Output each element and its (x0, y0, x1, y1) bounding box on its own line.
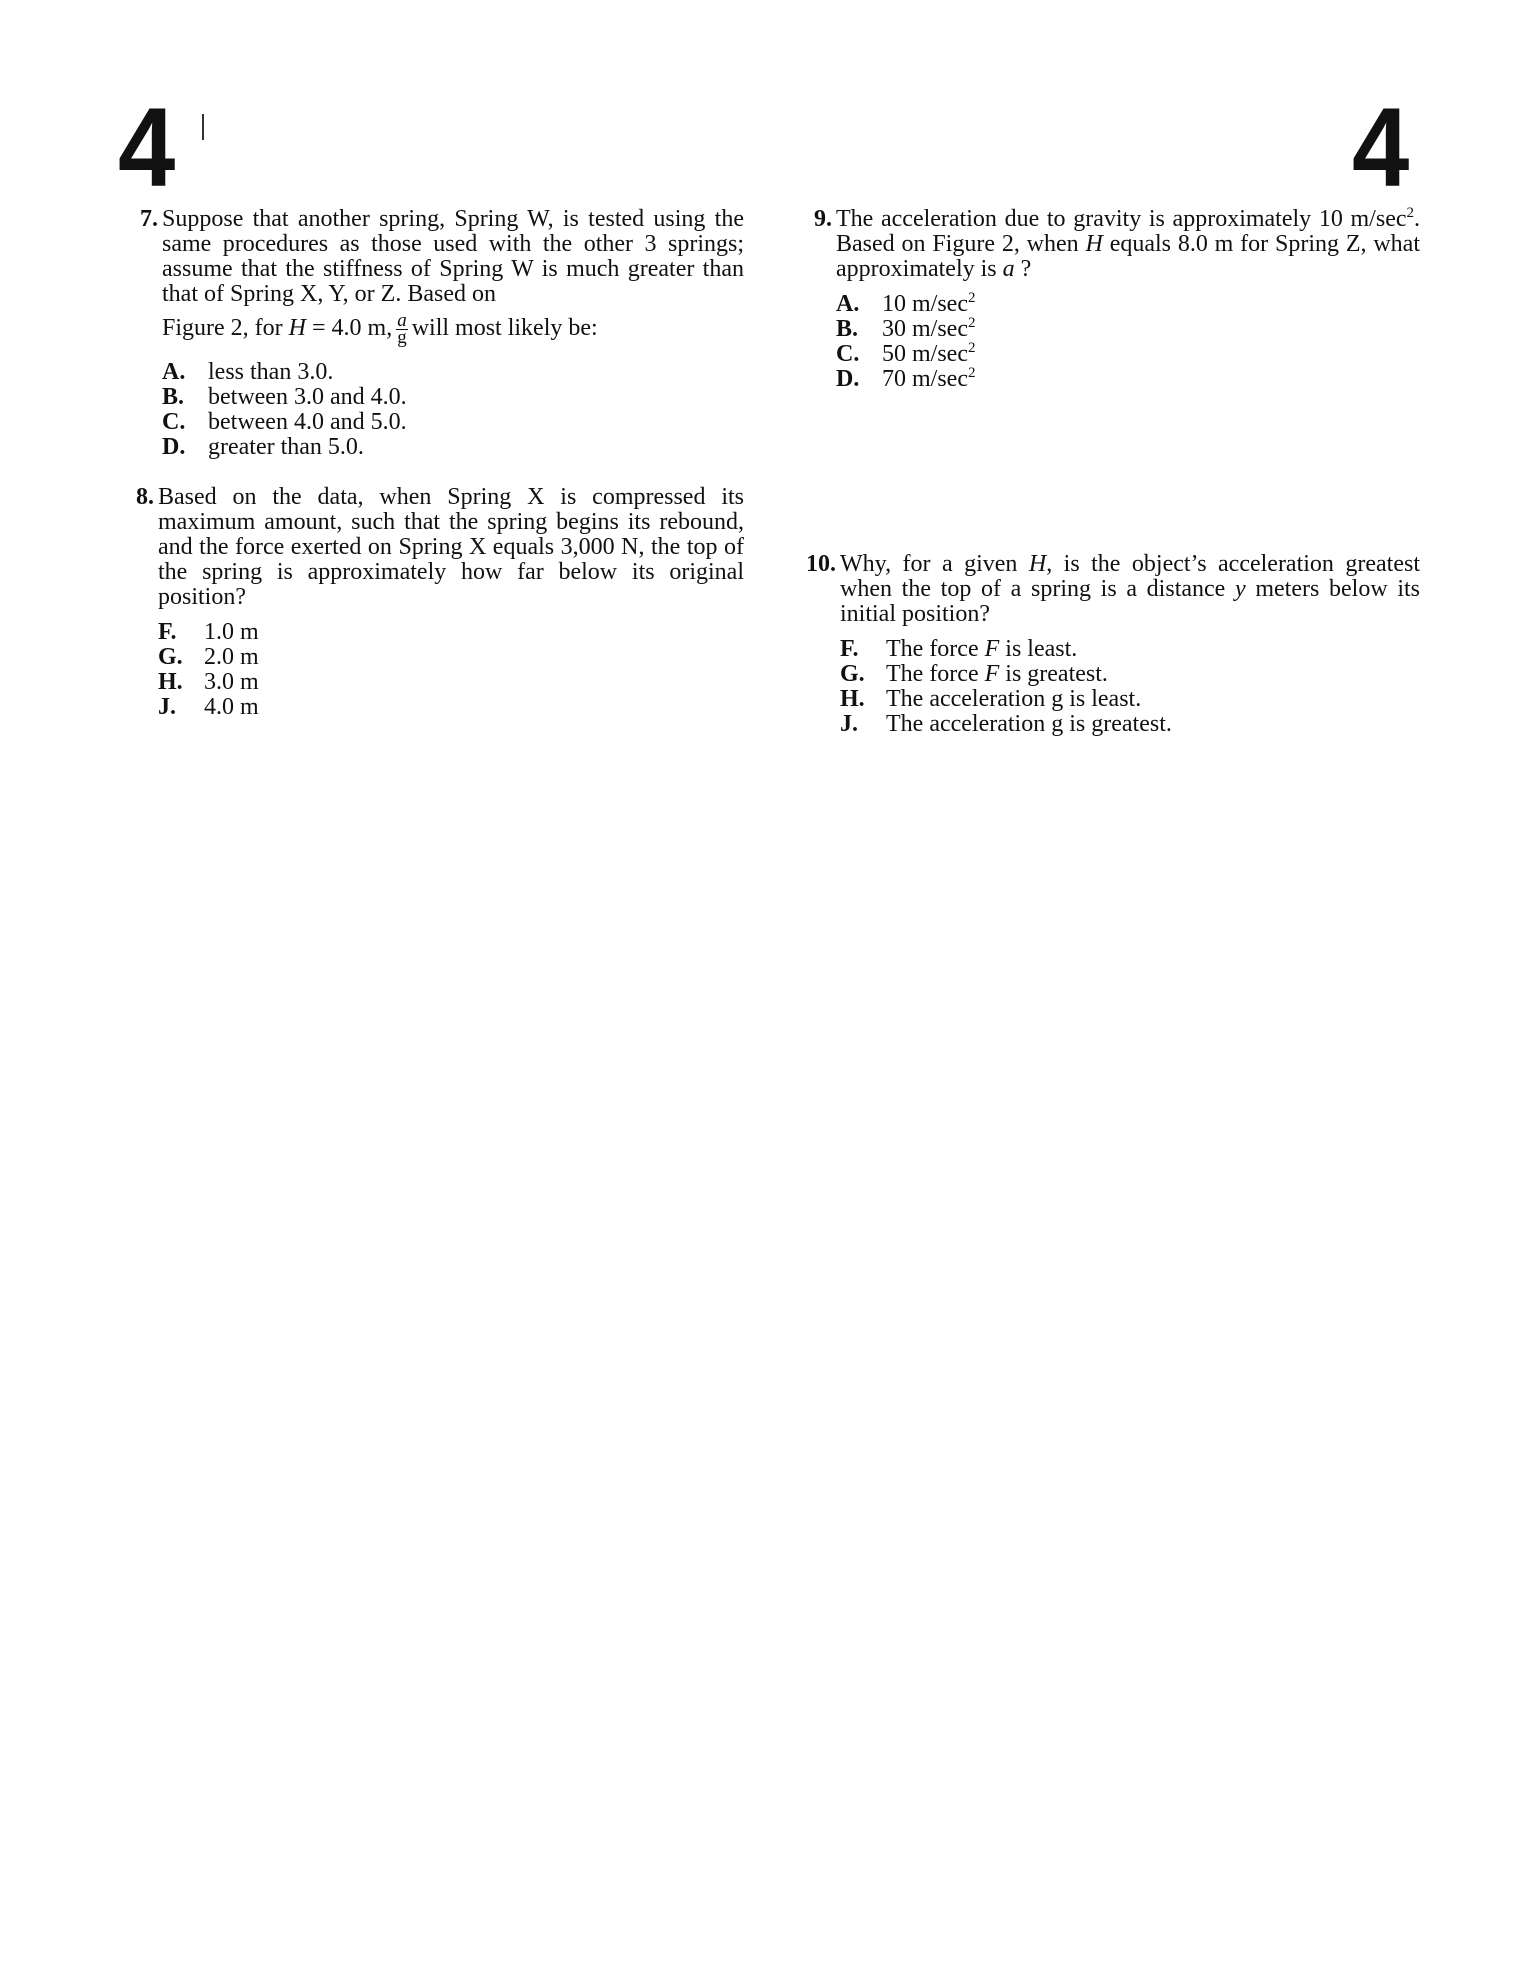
variable-h: H (1085, 231, 1103, 257)
option-text: 3.0 m (204, 669, 259, 695)
answer-option[interactable] (836, 317, 1420, 342)
answer-option[interactable] (836, 292, 1420, 317)
question-8 (120, 485, 744, 720)
option-text: 50 m/sec (882, 341, 968, 367)
option-text: is least. (1005, 636, 1078, 662)
option-letter: A. (162, 359, 186, 385)
question-10 (796, 552, 1420, 737)
question-stem (836, 207, 1420, 282)
question-9 (798, 207, 1420, 392)
option-text: less than 3.0. (208, 359, 334, 385)
answer-option[interactable] (840, 687, 1420, 712)
option-text: is greatest. (1005, 661, 1108, 687)
variable-a: a (1002, 256, 1015, 282)
answer-option[interactable] (162, 435, 744, 460)
answer-option[interactable] (162, 385, 744, 410)
option-letter: H. (840, 686, 865, 712)
question-stem (840, 552, 1420, 627)
question-7 (124, 207, 744, 460)
stem-text: . Based on Figure 2, when (836, 206, 1420, 257)
question-stem: Based on the data, when Spring X is compressed its maximum amount, such that the spring begins its rebound, and the force exerted on Spring X equals 3,000 N, the top of the spring is approximately how far below its original position? (158, 484, 744, 610)
question-stem (162, 207, 744, 346)
superscript: 2 (967, 340, 976, 356)
fraction-a-over-g (396, 310, 408, 348)
option-letter: A. (836, 291, 860, 317)
section-number-right: 4 (1352, 85, 1410, 210)
section-number-left: 4 (118, 85, 176, 210)
answer-option[interactable] (840, 662, 1420, 687)
option-letter: J. (158, 694, 176, 720)
option-letter: G. (158, 644, 183, 670)
option-letter: B. (162, 384, 185, 410)
option-text: greater than 5.0. (208, 434, 364, 460)
right-column (798, 207, 1420, 737)
superscript: 2 (1406, 205, 1414, 221)
stem-text: Why, for a given (840, 551, 1018, 577)
variable-y: y (1235, 576, 1246, 602)
superscript: 2 (967, 290, 976, 306)
answer-option[interactable] (836, 342, 1420, 367)
fraction-denominator: g (397, 327, 407, 348)
answer-option[interactable] (162, 360, 744, 385)
answer-option[interactable] (162, 410, 744, 435)
option-text: 30 m/sec (882, 316, 968, 342)
superscript: 2 (967, 315, 976, 331)
option-letter: F. (158, 619, 177, 645)
variable-f: F (984, 661, 1000, 687)
margin-mark (202, 114, 204, 140)
variable-h: H (288, 315, 306, 342)
stem-text: will most likely be: (411, 315, 598, 342)
stem-text: , is the object’s acceleration greatest when the top of a spring is a distance (840, 551, 1420, 602)
answer-option[interactable] (836, 367, 1420, 392)
option-text: 10 m/sec (882, 291, 968, 317)
option-letter: C. (836, 341, 860, 367)
answer-option[interactable] (158, 670, 744, 695)
variable-h: H (1028, 551, 1047, 577)
variable-f: F (984, 636, 1000, 662)
answer-option[interactable] (840, 712, 1420, 737)
option-text: 70 m/sec (882, 366, 968, 392)
option-text: between 3.0 and 4.0. (208, 384, 407, 410)
answer-options (162, 360, 744, 460)
option-text: 4.0 m (204, 694, 259, 720)
stem-text: = 4.0 m, (312, 315, 393, 342)
stem-text: meters below its initial position? (840, 576, 1421, 627)
answer-option[interactable] (840, 637, 1420, 662)
option-text: The force (886, 661, 979, 687)
option-text: The acceleration g is greatest. (886, 711, 1172, 737)
question-number: 7. (140, 206, 158, 232)
stem-line-fraction (162, 310, 744, 348)
stem-text: Figure 2, for (162, 315, 283, 342)
option-text: between 4.0 and 5.0. (208, 409, 407, 435)
answer-options (836, 292, 1420, 392)
option-letter: H. (158, 669, 183, 695)
answer-option[interactable] (158, 620, 744, 645)
question-number: 9. (814, 206, 832, 232)
stem-text: Suppose that another spring, Spring W, is tested using the same procedures as those used with the other 3 springs; assume that the stiffness of Spring W is much greater than that of Spring X, Y, or Z. Based on (162, 206, 744, 307)
option-text: 1.0 m (204, 619, 259, 645)
answer-options (158, 620, 744, 720)
fraction-numerator: a (397, 310, 407, 331)
question-number: 8. (136, 484, 154, 510)
answer-options (840, 637, 1420, 737)
option-text: 2.0 m (204, 644, 259, 670)
option-letter: F. (840, 636, 859, 662)
answer-option[interactable] (158, 695, 744, 720)
option-text: The acceleration g is least. (886, 686, 1142, 712)
option-letter: J. (840, 711, 858, 737)
option-text: The force (886, 636, 979, 662)
option-letter: C. (162, 409, 186, 435)
question-number: 10. (806, 551, 836, 577)
superscript: 2 (967, 365, 976, 381)
option-letter: B. (836, 316, 859, 342)
answer-option[interactable] (158, 645, 744, 670)
stem-text: The acceleration due to gravity is approximately 10 m/sec (836, 206, 1407, 232)
option-letter: G. (840, 661, 865, 687)
stem-text: equals 8.0 m for Spring Z, what approximately is (836, 231, 1421, 282)
option-letter: D. (836, 366, 860, 392)
left-column (124, 207, 744, 720)
option-letter: D. (162, 434, 186, 460)
stem-text: ? (1020, 256, 1032, 282)
